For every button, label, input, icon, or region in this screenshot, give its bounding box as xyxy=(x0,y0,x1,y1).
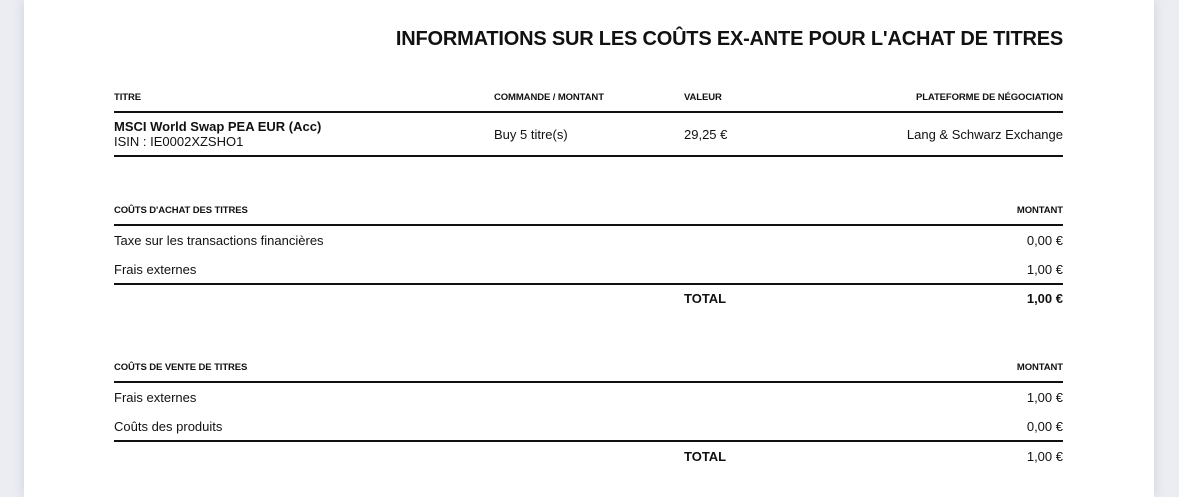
security-order: Buy 5 titre(s) xyxy=(494,127,568,142)
sale-total-row xyxy=(114,449,1063,467)
page-title: INFORMATIONS SUR LES COÛTS EX-ANTE POUR L'ACHAT DE TITRES xyxy=(395,28,1063,50)
security-value: 29,25 € xyxy=(684,127,728,142)
total-label: TOTAL xyxy=(684,291,727,306)
cost-label: Frais externes xyxy=(114,262,197,277)
cost-amount: 1,00 € xyxy=(1026,262,1063,277)
cost-label: Frais externes xyxy=(114,390,197,405)
security-name: MSCI World Swap PEA EUR (Acc) xyxy=(114,119,322,134)
cost-amount: 1,00 € xyxy=(1026,390,1063,405)
total-amount: 1,00 € xyxy=(1026,449,1063,464)
cost-amount: 0,00 € xyxy=(1026,233,1063,248)
security-table-header xyxy=(114,91,1063,113)
sale-costs-amount-header: MONTANT xyxy=(1016,362,1063,373)
purchase-total-row xyxy=(114,291,1063,309)
cost-row xyxy=(114,390,1063,410)
total-amount: 1,00 € xyxy=(1026,291,1063,306)
divider xyxy=(114,283,1063,285)
cost-row xyxy=(114,233,1063,253)
divider xyxy=(114,440,1063,442)
header-order: COMMANDE / MONTANT xyxy=(494,92,604,103)
cost-label: Taxe sur les transactions financières xyxy=(114,233,324,248)
header-platform: PLATEFORME DE NÉGOCIATION xyxy=(915,92,1063,103)
header-value: VALEUR xyxy=(684,92,722,103)
header-title: TITRE xyxy=(114,92,141,103)
cost-amount: 0,00 € xyxy=(1026,419,1063,434)
security-platform: Lang & Schwarz Exchange xyxy=(906,127,1063,142)
security-row xyxy=(114,118,1063,157)
cost-row xyxy=(114,419,1063,439)
purchase-costs-label: COÛTS D'ACHAT DES TITRES xyxy=(114,205,248,216)
sale-costs-header xyxy=(114,361,1063,383)
purchase-costs-amount-header: MONTANT xyxy=(1016,205,1063,216)
cost-label: Coûts des produits xyxy=(114,419,223,434)
document-page xyxy=(24,0,1154,497)
cost-row xyxy=(114,262,1063,282)
security-isin: ISIN : IE0002XZSHO1 xyxy=(114,134,244,149)
total-label: TOTAL xyxy=(684,449,727,464)
sale-costs-label: COÛTS DE VENTE DE TITRES xyxy=(114,362,248,373)
purchase-costs-header xyxy=(114,204,1063,226)
